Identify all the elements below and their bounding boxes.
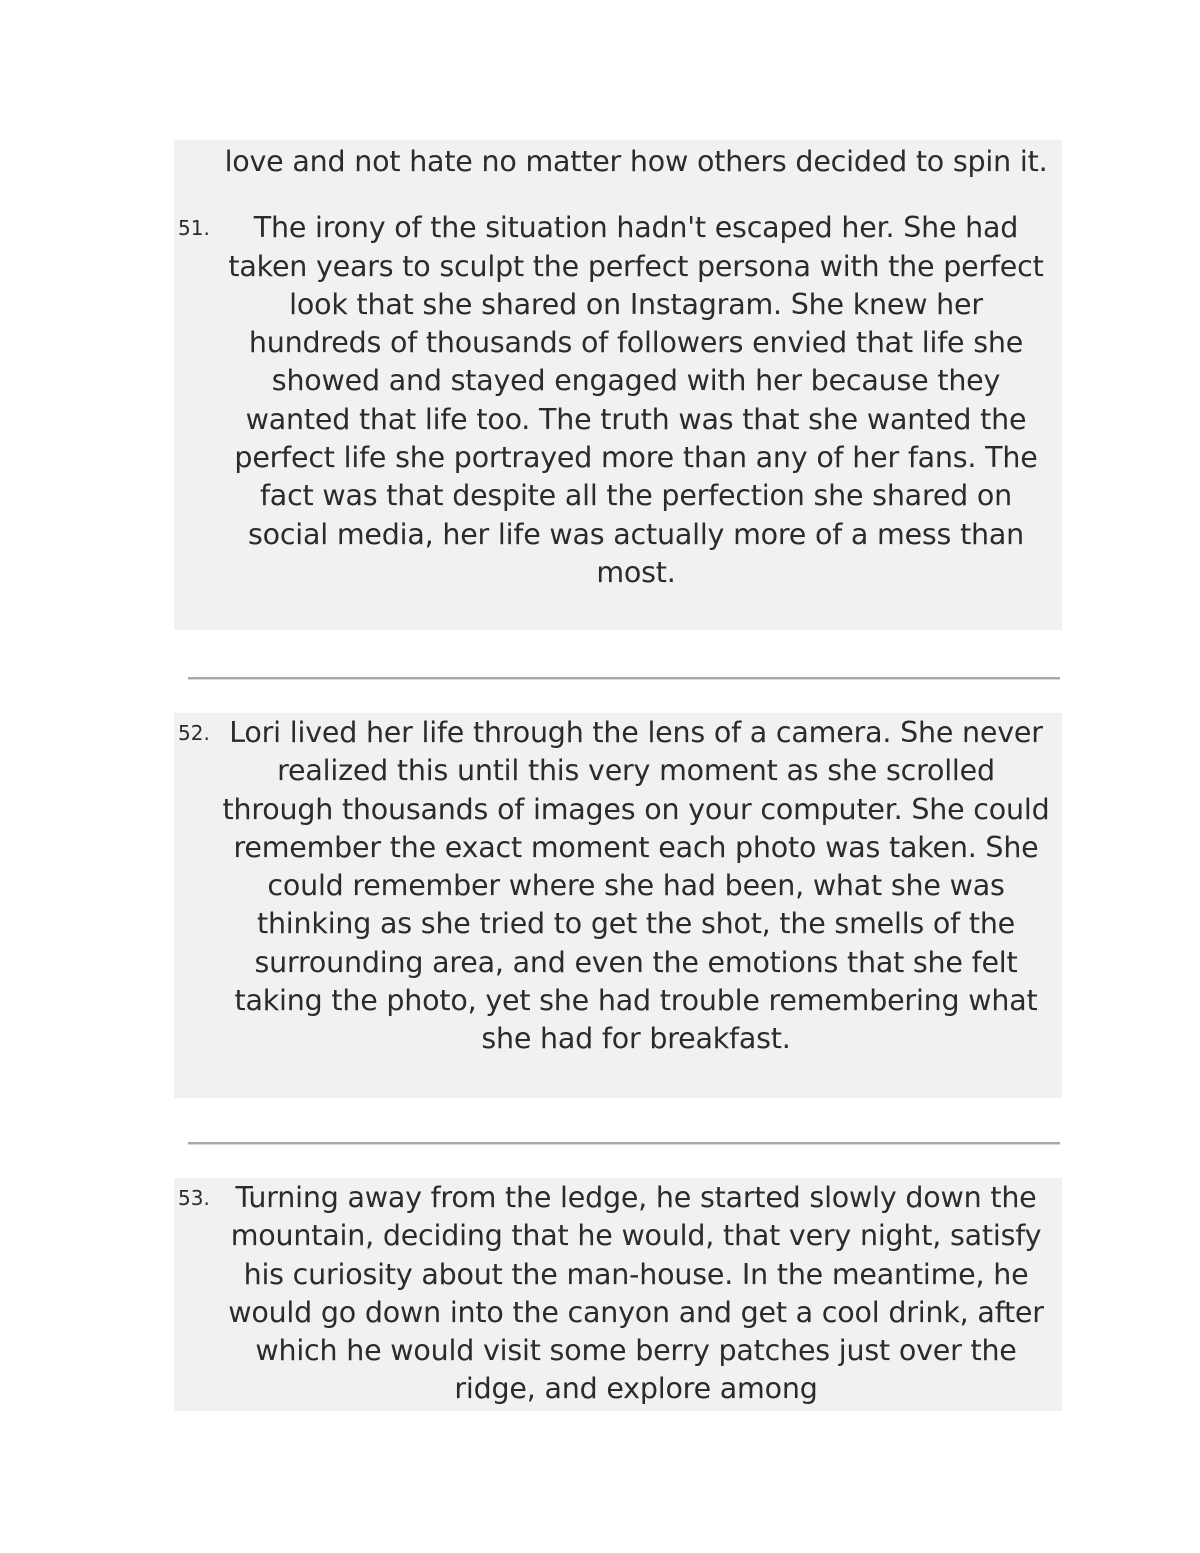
paragraph-text: The irony of the situation hadn't escaped her. She had taken years to sculpt the perfect persona with the perfect look that she shared on Instagram. She knew her hundreds of thousands of followers envied that life she showed and stayed engaged with her because they wanted that life too. The truth was that she wanted the perfect life she portrayed more than any of her fans. The fact was that despite all the perfection she shared on social media, her life was actually more of a mess than most. — [228, 211, 1044, 589]
paragraph-number: 53. — [178, 1186, 210, 1210]
paragraph-block — [174, 140, 1062, 630]
paragraph-text: Turning away from the ledge, he started slowly down the mountain, deciding that he would, that very night, satisfy his curiosity about the man-house. In the meantime, he would go down into the canyon and get a cool drink, after which he would visit some berry patches just over the ridge, and explore among — [228, 1181, 1044, 1406]
paragraph-block — [174, 713, 1062, 1098]
paragraph-number: 52. — [178, 721, 210, 745]
paragraph-continued — [220, 143, 1052, 181]
paragraph-text: love and not hate no matter how others decided to spin it. — [224, 145, 1048, 178]
paragraph-block — [174, 1178, 1062, 1411]
paragraph-53 — [178, 1179, 1052, 1409]
paragraph-52 — [178, 714, 1052, 1059]
horizontal-divider — [188, 677, 1060, 680]
paragraph-51 — [178, 209, 1052, 592]
paragraph-number: 51. — [178, 216, 210, 241]
paragraph-text: Lori lived her life through the lens of a camera. She never realized this until this very moment as she scrolled through thousands of images on your computer. She could remember the exact moment each photo was taken. She could remember where she had been, what she was thinking as she tried to get the shot, the smells of the surrounding area, and even the emotions that she felt taking the photo, yet she had trouble remembering what she had for breakfast. — [222, 716, 1050, 1056]
horizontal-divider — [188, 1142, 1060, 1145]
